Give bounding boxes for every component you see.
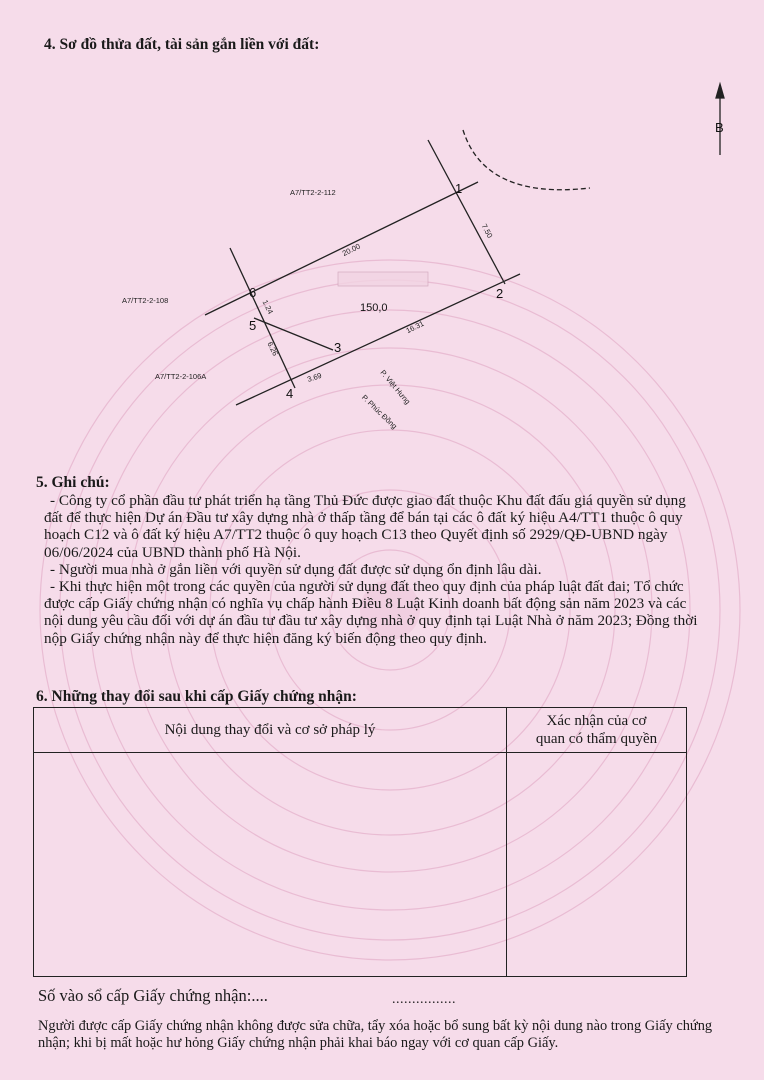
changes-col-confirmation-header: Xác nhận của cơ quan có thẩm quyền [507,708,687,753]
changes-table [33,707,687,977]
registry-number-dots: ................ [392,992,456,1007]
note-item: - Khi thực hiện một trong các quyền của người sử dụng đất theo quy định của pháp luật đất đai; Tổ chức được cấp Giấy chứng nhận có nghĩa vụ chấp hành Điều 8 Luật Kinh doanh bất động sản năm 2023 và các nội dung yêu cầu đối với dự án đầu tư đầu tư xây dựng nhà ở quy định tại Luật Nhà ở năm 2023; Đồng thời nộp Giấy chứng nhận này để thực hiện đăng ký biến động theo quy định. [44,578,698,647]
point-label: 6 [249,285,257,300]
changes-col-content-header: Nội dung thay đổi và cơ sở pháp lý [34,708,507,753]
point-label: 2 [496,286,504,301]
changes-confirmation-cell [507,753,687,977]
plot-area: 150,0 [360,302,388,314]
dimension-label: 3.69 [306,370,323,384]
notes-block [44,492,706,647]
note-item: - Người mua nhà ở gắn liền với quyền sử dụng đất được sử dụng ổn định lâu dài. [50,560,542,578]
registry-number-label: Số vào sổ cấp Giấy chứng nhận:.... [38,986,268,1005]
point-label: 3 [334,340,342,355]
north-arrow-head [716,84,724,98]
point-label: 1 [455,181,463,196]
dimension-label: 20.00 [340,241,362,258]
section-6-title: 6. Những thay đổi sau khi cấp Giấy chứng nhận: [36,688,357,705]
section-5-title: 5. Ghi chú: [36,474,110,491]
land-plot-diagram [0,60,764,460]
neighbor-label: A7/TT2-2-112 [290,188,336,197]
north-label: B [715,120,724,135]
dimension-label: 1.24 [260,298,276,316]
dimension-label: 6.26 [265,340,280,358]
warning-text: Người được cấp Giấy chứng nhận không được sửa chữa, tẩy xóa hoặc bổ sung bất kỳ nội dung nào trong Giấy chứng nhận; khi bị mất hoặc hư hỏng Giấy chứng nhận phải khai báo ngay với cơ quan cấp Giấy. [38,1018,713,1051]
changes-content-cell [34,753,507,977]
dimension-label: 7.50 [479,222,495,240]
dimension-label: 16.31 [404,318,426,336]
point-label: 4 [286,386,294,401]
note-item: - Công ty cổ phần đầu tư phát triển hạ tầng Thủ Đức được giao đất thuộc Khu đất đấu giá quyền sử dụng đất để thực hiện Dự án Đầu tư xây dựng nhà ở thấp tầng để bán tại các ô đất ký hiệu A4/TT1 thuộc ô quy hoạch C12 và ô đất ký hiệu A7/TT2 thuộc ô quy hoạch C13 theo Quyết định số 2929/QĐ-UBND ngày 06/06/2024 của UBND thành phố Hà Nội. [44,492,686,561]
neighbor-label: A7/TT2-2-106A [155,372,207,381]
section-4-title: 4. Sơ đồ thửa đất, tài sản gắn liền với đất: [44,36,320,53]
neighbor-label: A7/TT2-2-108 [122,296,169,305]
point-label: 5 [249,318,257,333]
street-label: P. Việt Hưng [378,368,413,407]
street-label: P. Phúc Đồng [359,392,399,431]
